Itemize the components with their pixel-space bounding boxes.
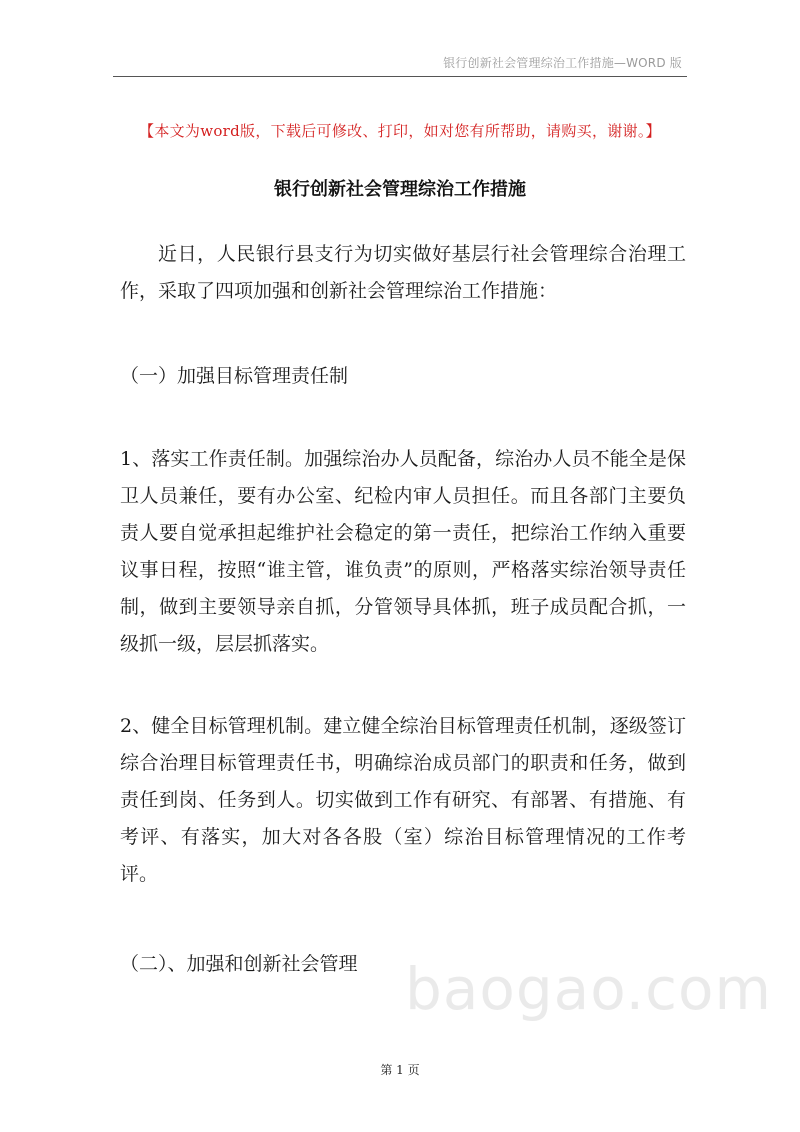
section-2-heading: （二）、加强和创新社会管理	[120, 953, 358, 975]
watermark: baogao.com	[405, 955, 772, 1023]
document-title: 银行创新社会管理综治工作措施	[274, 179, 526, 200]
running-header: 银行创新社会管理综治工作措施—WORD 版	[443, 56, 682, 70]
download-notice: 【本文为word版，下载后可修改、打印，如对您有所帮助，请购买，谢谢。】	[139, 122, 661, 140]
item-1-paragraph: 1、落实工作责任制。加强综治办人员配备，综治办人员不能全是保卫人员兼任，要有办公室、纪检内审人员担任。而且各部门主要负责人要自觉承担起维护社会稳定的第一责任，把综治工作纳入重要议事日程，按照“谁主管，谁负责”的原则，严格落实综治领导责任制，做到主要领导亲自抓，分管领导具体抓，班子成员配合抓，一级抓一级，层层抓落实。	[120, 448, 686, 655]
intro-paragraph: 近日，人民银行县支行为切实做好基层行社会管理综合治理工作，采取了四项加强和创新社会管理综治工作措施：	[120, 243, 686, 302]
item-2-paragraph: 2、健全目标管理机制。建立健全综治目标管理责任机制，逐级签订综合治理目标管理责任书，明确综治成员部门的职责和任务，做到责任到岗、任务到人。切实做到工作有研究、有部署、有措施、有考评、有落实，加大对各各股（室）综治目标管理情况的工作考评。	[120, 715, 686, 885]
section-1-heading: （一）加强目标管理责任制	[120, 365, 349, 387]
header-divider	[113, 76, 687, 77]
page-number: 第 1 页	[380, 1063, 420, 1077]
